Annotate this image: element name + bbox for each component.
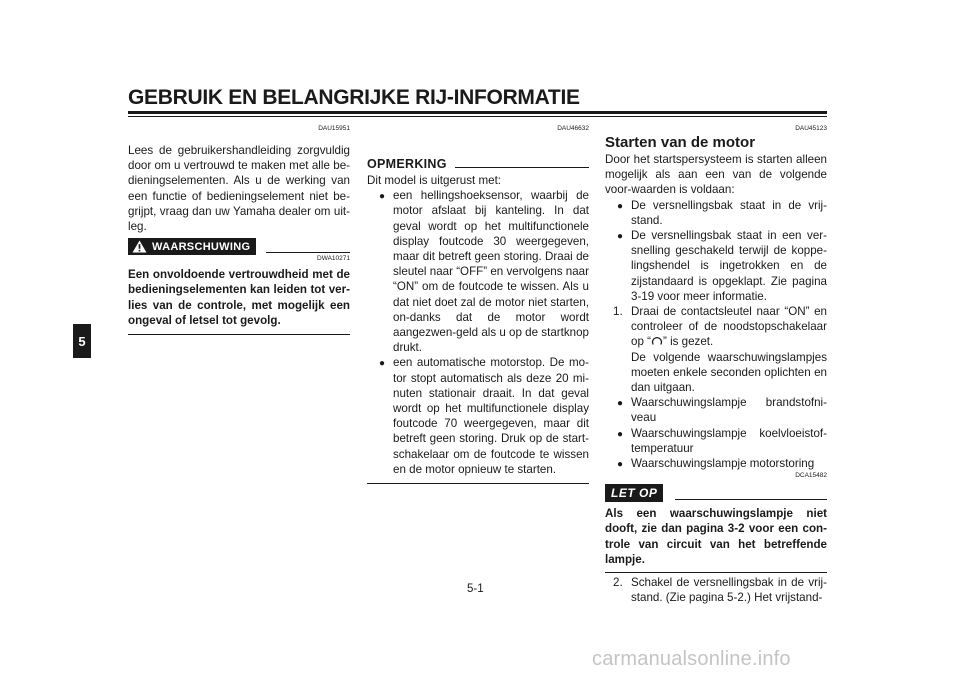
lamp-text: Waarschuwingslampje koelvloeistof-temperatuur bbox=[631, 426, 827, 455]
page-title: GEBRUIK EN BELANGRIJKE RIJ-INFORMATIE bbox=[128, 86, 580, 109]
condition-item bbox=[605, 228, 827, 304]
reference-code: DAU15951 bbox=[318, 125, 350, 132]
lamp-item bbox=[605, 426, 827, 456]
warning-line bbox=[266, 252, 350, 253]
warning-text: Een onvoldoende vertrouwdheid met de bedieningselementen kan leiden tot ver-lies van de controle, met mogelijk een ongeval of letsel tot gevolg. bbox=[128, 268, 350, 327]
step-2 bbox=[605, 575, 827, 605]
lamp-text: Waarschuwingslampje motorstoring bbox=[631, 457, 815, 471]
title-rule-thin bbox=[128, 116, 827, 117]
step-1-text bbox=[627, 304, 827, 395]
page-number: 5-1 bbox=[467, 583, 484, 595]
section-intro: Door het startspersysteem is starten alleen mogelijk als aan een van de volgende voor-waarden is voldaan: bbox=[605, 153, 827, 197]
note-line bbox=[455, 167, 589, 168]
caution-end-rule bbox=[605, 572, 827, 573]
step-2-text: Schakel de versnellingsbak in de vrij-stand. (Zie pagina 5-2.) Het vrijstand- bbox=[631, 576, 827, 605]
chapter-tab: 5 bbox=[73, 324, 91, 358]
reference-code: DAU45123 bbox=[795, 125, 827, 132]
condition-item bbox=[605, 198, 827, 228]
lamp-item bbox=[605, 395, 827, 425]
section-title: Starten van de motor bbox=[605, 134, 756, 151]
condition-text: De versnellingsbak staat in de vrij-stand. bbox=[631, 198, 827, 227]
bullet-icon bbox=[605, 228, 627, 304]
warning-label: WAARSCHUWING bbox=[152, 240, 251, 253]
step-1-text-b: ” is gezet. bbox=[662, 335, 714, 349]
engine-stop-switch-icon bbox=[651, 335, 663, 346]
caution-line bbox=[675, 499, 827, 500]
lamp-text: Waarschuwingslampje brandstofni-veau bbox=[631, 396, 827, 425]
caution-header bbox=[605, 484, 827, 502]
column-right bbox=[605, 125, 827, 605]
step-number: 1. bbox=[613, 305, 623, 319]
step-1-text-c: De volgende waarschuwingslampjes moeten enkele seconden oplichten en dan uitgaan. bbox=[631, 350, 827, 395]
intro-paragraph: Lees de gebruikershandleiding zorgvuldig door om u vertrouwd te maken met alle be-dieningselementen. Als u de werking van een functie of bedieningselement niet be-grijpt, vraag dan uw Yamaha dealer om uit-leg. bbox=[128, 144, 350, 234]
warning-code: DWA10271 bbox=[317, 255, 350, 263]
warning-header bbox=[128, 238, 350, 255]
bullet-icon bbox=[605, 198, 627, 228]
bullet-icon bbox=[367, 355, 389, 477]
column-middle bbox=[367, 125, 589, 484]
warning-triangle-icon bbox=[132, 240, 147, 253]
note-end-rule bbox=[367, 483, 589, 484]
bullet-icon bbox=[367, 188, 389, 355]
bullet-icon bbox=[605, 456, 627, 472]
column-left bbox=[128, 125, 350, 335]
caution-badge: LET OP bbox=[605, 484, 663, 502]
note-bullet bbox=[367, 188, 589, 355]
step-number: 2. bbox=[613, 576, 623, 590]
bullet-icon bbox=[605, 426, 627, 456]
caution-text: Als een waarschuwingslampje niet dooft, zie dan pagina 3-2 voor een con-trole van circuit van het betreffende lampje. bbox=[605, 507, 827, 566]
warning-badge bbox=[128, 238, 256, 255]
note-title: OPMERKING bbox=[367, 157, 447, 171]
step-1-text-a: Draai de contactsleutel naar “ON” en controleer of de noodstopschakelaar op “ bbox=[631, 305, 827, 349]
caution-code: DCA15482 bbox=[795, 472, 827, 480]
note-bullet-text: een hellingshoeksensor, waarbij de motor afslaat bij kanteling. In dat geval wordt op het multifunctionele display foutcode 30 weergegeven, maar dit betreft geen storing. Draai de sleutel naar “OFF” en vervolgens naar “ON” om de foutcode te wissen. Als u dat niet doet zal de motor niet starten, on-danks dat de motor wordt aangezwen-geld als u op de startknop drukt. bbox=[393, 189, 589, 355]
note-header bbox=[367, 157, 589, 171]
note-bullet-text: een automatische motorstop. De mo-tor stopt automatisch als deze 20 mi-nuten stationair draait. In dat geval wordt op het multifunctionele display foutcode 70 weergegeven, maar dit betreft geen storing. Druk op de start-schakelaar om de foutcode te wissen en de motor opnieuw te starten. bbox=[393, 356, 589, 476]
note-bullet bbox=[367, 355, 589, 477]
lamp-item bbox=[605, 456, 827, 472]
warning-end-rule bbox=[128, 334, 350, 335]
step-1 bbox=[605, 304, 827, 395]
note-intro: Dit model is uitgerust met: bbox=[367, 174, 502, 187]
reference-code: DAU46632 bbox=[557, 125, 589, 132]
bullet-icon bbox=[605, 395, 627, 425]
condition-text: De versnellingsbak staat in een ver-snelling geschakeld terwijl de koppe-lingshendel is ingetrokken en de zijstandaard is opgeklapt. Zie pagina 3-19 voor meer informatie. bbox=[631, 229, 827, 303]
watermark: carmanualsonline.info bbox=[592, 648, 791, 670]
title-rule bbox=[128, 111, 827, 114]
